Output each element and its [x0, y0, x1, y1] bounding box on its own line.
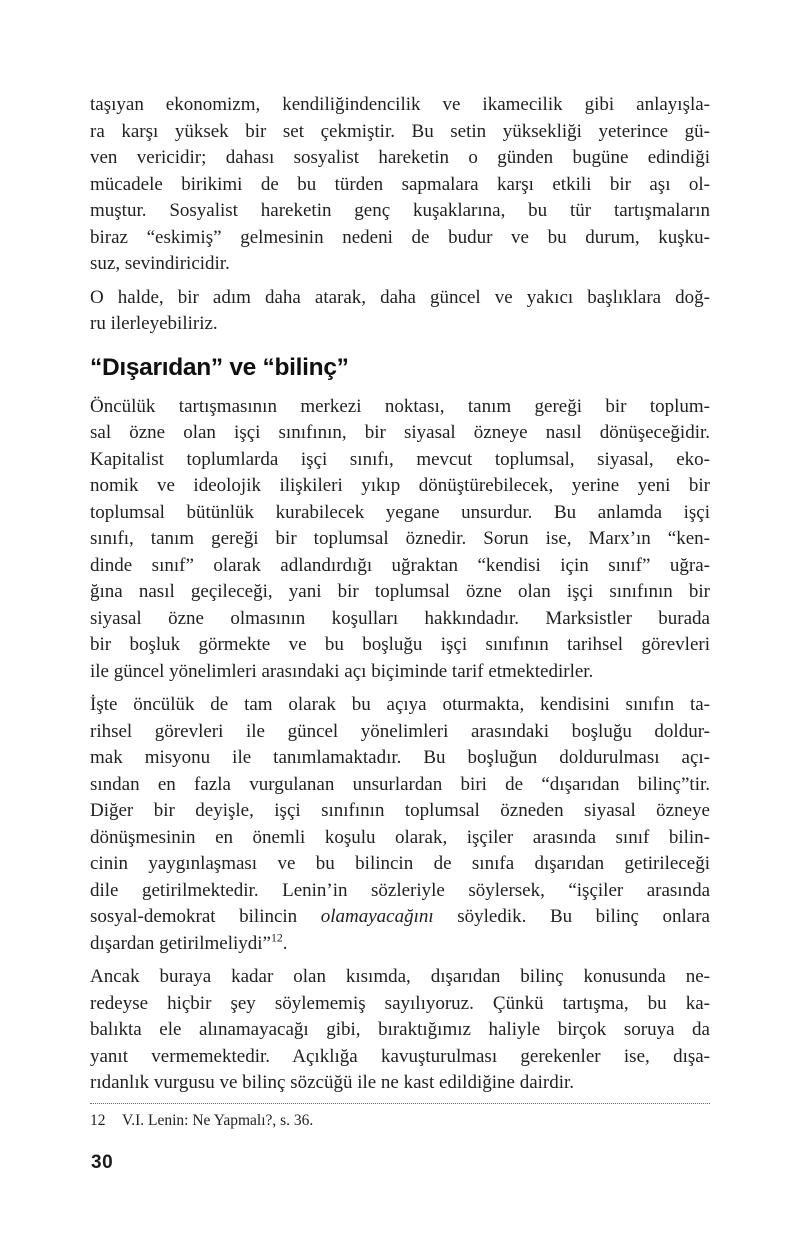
text-line: ile güncel yönelimleri arasındaki açı biçiminde tarif etmektedirler. [90, 660, 594, 682]
body-paragraph [90, 692, 710, 957]
footnote-block [90, 1103, 710, 1131]
text-line: dile getirilmektedir. Lenin’in sözleriyle söylersek, “işçiler arasında [90, 879, 710, 901]
text-line: rıdanlık vurgusu ve bilinç sözcüğü ile ne kast edildiğine dairdir. [90, 1072, 575, 1093]
text-line: Diğer bir deyişle, işçi sınıfının toplumsal özneden siyasal özneye [90, 800, 710, 821]
text-line: redeyse hiçbir şey söylememiş sayılıyoruz. Çünkü tartışma, bu ka- [90, 992, 710, 1014]
text-line: yanıt vermemektedir. Açıklığa kavuşturulması gerekenler ise, dışa- [90, 1045, 710, 1067]
text-column [90, 92, 710, 1104]
section-heading: “Dışarıdan” ve “bilinç” [90, 353, 349, 381]
text-line: cinin yaygınlaşması ve bu bilincin de sınıfa dışarıdan getirileceği [90, 853, 710, 874]
text-line: ğına nasıl geçileceği, yani bir toplumsal özne olan işçi sınıfının bir [90, 581, 710, 602]
body-paragraph [90, 394, 710, 686]
text-line: balıkta ele alınamayacağı gibi, bıraktığımız haliyle birçok soruya da [90, 1019, 710, 1040]
text-line: suz, sevindiricidir. [90, 253, 230, 274]
text-line: Öncülük tartışmasının merkezi noktası, tanım gereği bir toplum- [90, 395, 710, 417]
text-line: dışardan getirilmeliydi”$^{12}$. [90, 931, 288, 954]
text-line: ven vericidir; dahası sosyalist hareketin o günden bugüne edindiği [90, 147, 710, 168]
body-paragraph [90, 92, 710, 278]
text-line: toplumsal bütünlük kurabilecek yegane unsurdur. Bu anlamda işçi [90, 501, 710, 523]
text-line: bir boşluk görmekte ve bu boşluğu işçi sınıfının tarihsel görevleri [90, 634, 710, 655]
text-line: sosyal-demokrat bilincin olamayacağını söyledik. Bu bilinç onlara [90, 906, 710, 927]
text-line: biraz “eskimiş” gelmesinin nedeni de budur ve bu durum, kuşku- [90, 226, 710, 248]
text-line: Ancak buraya kadar olan kısımda, dışarıdan bilinç konusunda ne- [90, 966, 710, 987]
text-line: mücadele birikimi de bu türden sapmalara karşı etkili bir aşı ol- [90, 173, 710, 195]
text-line: Kapitalist toplumlarda işçi sınıfı, mevcut toplumsal, siyasal, eko- [90, 448, 710, 470]
text-line: muştur. Sosyalist hareketin genç kuşaklarına, bu tür tartışmaların [90, 200, 710, 221]
text-line: mak misyonu ile tanımlamaktadır. Bu boşluğun doldurulması açı- [90, 747, 710, 768]
text-line: dinde sınıf” olarak adlandırdığı uğraktan “kendisi için sınıf” uğra- [90, 554, 710, 576]
text-line: nomik ve ideolojik ilişkileri yıkıp dönüştürebilecek, yerine yeni bir [90, 475, 710, 496]
text-line: ru ilerleyebiliriz. [90, 313, 218, 334]
text-line: sından en fazla vurgulanan unsurlardan biri de “dışarıdan bilinç”tir. [90, 773, 710, 795]
text-line: ra karşı yüksek bir set çekmiştir. Bu setin yüksekliği yeterince gü- [90, 120, 710, 142]
body-paragraph [90, 285, 710, 338]
text-line: O halde, bir adım daha atarak, daha güncel ve yakıcı başlıklara doğ- [90, 286, 710, 308]
text-line: rihsel görevleri ile güncel yönelimleri arasındaki boşluğu doldur- [90, 720, 710, 742]
text-line: sal özne olan işçi sınıfının, bir siyasal özneye nasıl dönüşeceğidir. [90, 422, 710, 443]
text-line: taşıyan ekonomizm, kendiliğindencilik ve ikamecilik gibi anlayışla- [90, 94, 710, 115]
text-line: siyasal özne olmasının koşulları hakkındadır. Marksistler burada [90, 607, 710, 629]
footnote [90, 1104, 710, 1131]
text-line: İşte öncülük de tam olarak bu açıya oturmakta, kendisini sınıfın ta- [90, 694, 710, 715]
body-paragraph [90, 964, 710, 1097]
page-number: 30 [91, 1152, 114, 1173]
footnote-number: 12 [90, 1112, 106, 1129]
text-line: dönüşmesinin en önemli koşulu olarak, işçiler arasında sınıf bilin- [90, 826, 710, 848]
text-line: sınıfı, tanım gereği bir toplumsal öznedir. Sorun ise, Marx’ın “ken- [90, 528, 710, 549]
footnote-text: V.I. Lenin: Ne Yapmalı?, s. 36. [122, 1112, 314, 1129]
